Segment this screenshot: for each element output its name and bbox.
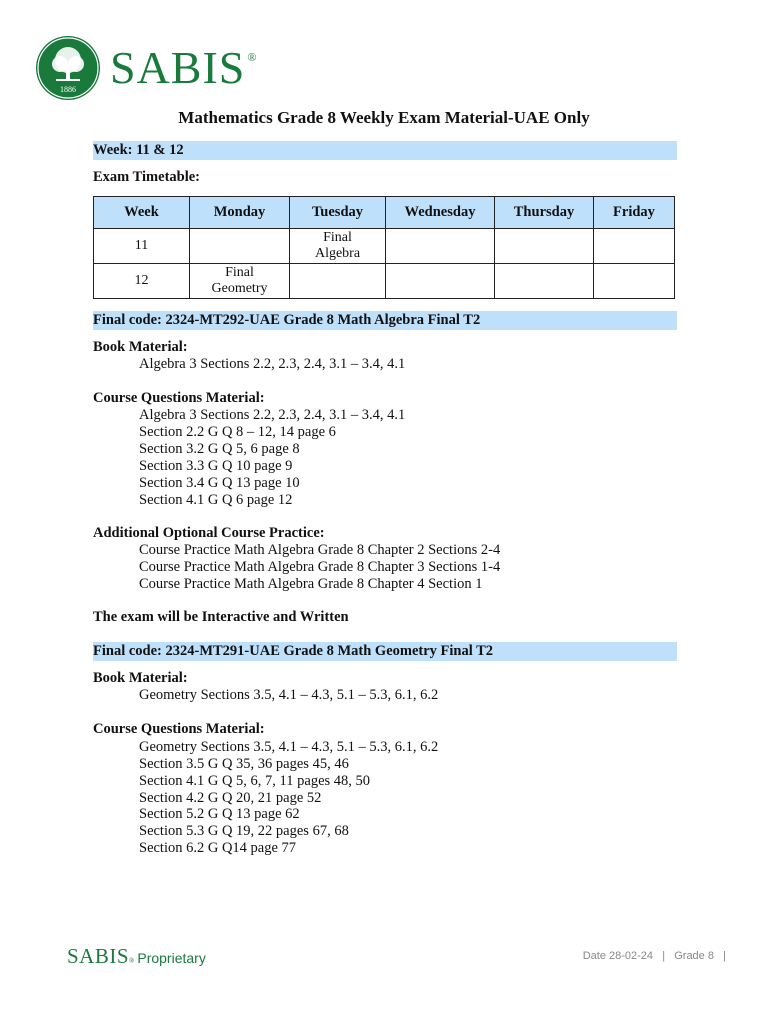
proprietary-label: Proprietary xyxy=(137,950,206,966)
footer-meta: Date 28-02-24 | Grade 8 | xyxy=(582,950,726,962)
table-cell xyxy=(386,264,495,299)
list-item: Section 3.2 G Q 5, 6 page 8 xyxy=(139,441,300,457)
list-item: Section 2.2 G Q 8 – 12, 14 page 6 xyxy=(139,424,336,440)
brand-wordmark: SABIS ® xyxy=(110,42,258,93)
list-item: Section 5.2 G Q 13 page 62 xyxy=(139,806,300,822)
algebra-book-line: Algebra 3 Sections 2.2, 2.3, 2.4, 3.1 – 3.4, 4.1 xyxy=(139,356,406,372)
timetable-label: Exam Timetable: xyxy=(93,169,201,185)
list-item: Section 6.2 G Q14 page 77 xyxy=(139,840,297,856)
page-title: Mathematics Grade 8 Weekly Exam Material-UAE Only xyxy=(178,108,590,127)
list-item: Algebra 3 Sections 2.2, 2.3, 2.4, 3.1 – 3.4, 4.1 xyxy=(139,407,406,423)
timetable-header-row xyxy=(94,197,675,229)
list-item: Section 5.3 G Q 19, 22 pages 67, 68 xyxy=(139,823,349,839)
list-item: Section 4.1 G Q 5, 6, 7, 11 pages 48, 50 xyxy=(139,773,371,789)
table-cell xyxy=(495,229,594,264)
geometry-final-band: Final code: 2324-MT291-UAE Grade 8 Math Geometry Final T2 xyxy=(93,642,677,661)
table-cell xyxy=(190,229,290,264)
founding-year: 1886 xyxy=(60,85,76,94)
list-item: Geometry Sections 3.5, 4.1 – 4.3, 5.1 – 5.3, 6.1, 6.2 xyxy=(139,739,439,755)
table-cell: 12 xyxy=(94,264,190,299)
exam-timetable xyxy=(93,196,675,299)
week-band: Week: 11 & 12 xyxy=(93,141,677,160)
list-item: Course Practice Math Algebra Grade 8 Chapter 3 Sections 1-4 xyxy=(139,559,501,575)
table-cell: Final Algebra xyxy=(290,229,386,264)
list-item: Section 3.4 G Q 13 page 10 xyxy=(139,475,300,491)
table-cell: Final Geometry xyxy=(190,264,290,299)
list-item: Section 4.1 G Q 6 page 12 xyxy=(139,492,293,508)
list-item: Section 3.5 G Q 35, 36 pages 45, 46 xyxy=(139,756,349,772)
tree-seal-icon xyxy=(36,36,100,100)
list-item: Course Practice Math Algebra Grade 8 Chapter 4 Section 1 xyxy=(139,576,483,592)
col-friday: Friday xyxy=(594,197,675,229)
col-thursday: Thursday xyxy=(495,197,594,229)
col-week: Week xyxy=(94,197,190,229)
geometry-book-line: Geometry Sections 3.5, 4.1 – 4.3, 5.1 – 5.3, 6.1, 6.2 xyxy=(139,687,439,703)
algebra-final-band: Final code: 2324-MT292-UAE Grade 8 Math Algebra Final T2 xyxy=(93,311,677,330)
col-monday: Monday xyxy=(190,197,290,229)
algebra-course-label: Course Questions Material: xyxy=(93,390,265,406)
algebra-optional-label: Additional Optional Course Practice: xyxy=(93,525,325,541)
table-cell xyxy=(594,229,675,264)
col-tuesday: Tuesday xyxy=(290,197,386,229)
table-cell xyxy=(495,264,594,299)
table-row xyxy=(94,229,675,264)
list-item: Section 3.3 G Q 10 page 9 xyxy=(139,458,293,474)
footer-brand: SABIS $_®$ Proprietary xyxy=(67,944,206,968)
geometry-book-label: Book Material: xyxy=(93,670,188,686)
geometry-course-label: Course Questions Material: xyxy=(93,721,265,737)
list-item: Course Practice Math Algebra Grade 8 Chapter 2 Sections 2-4 xyxy=(139,542,501,558)
table-cell xyxy=(594,264,675,299)
algebra-book-label: Book Material: xyxy=(93,339,188,355)
table-row xyxy=(94,264,675,299)
exam-format-note: The exam will be Interactive and Written xyxy=(93,609,349,625)
list-item: Section 4.2 G Q 20, 21 page 52 xyxy=(139,790,322,806)
table-cell xyxy=(290,264,386,299)
col-wednesday: Wednesday xyxy=(386,197,495,229)
sabis-logo xyxy=(36,36,258,100)
table-cell: 11 xyxy=(94,229,190,264)
table-cell xyxy=(386,229,495,264)
